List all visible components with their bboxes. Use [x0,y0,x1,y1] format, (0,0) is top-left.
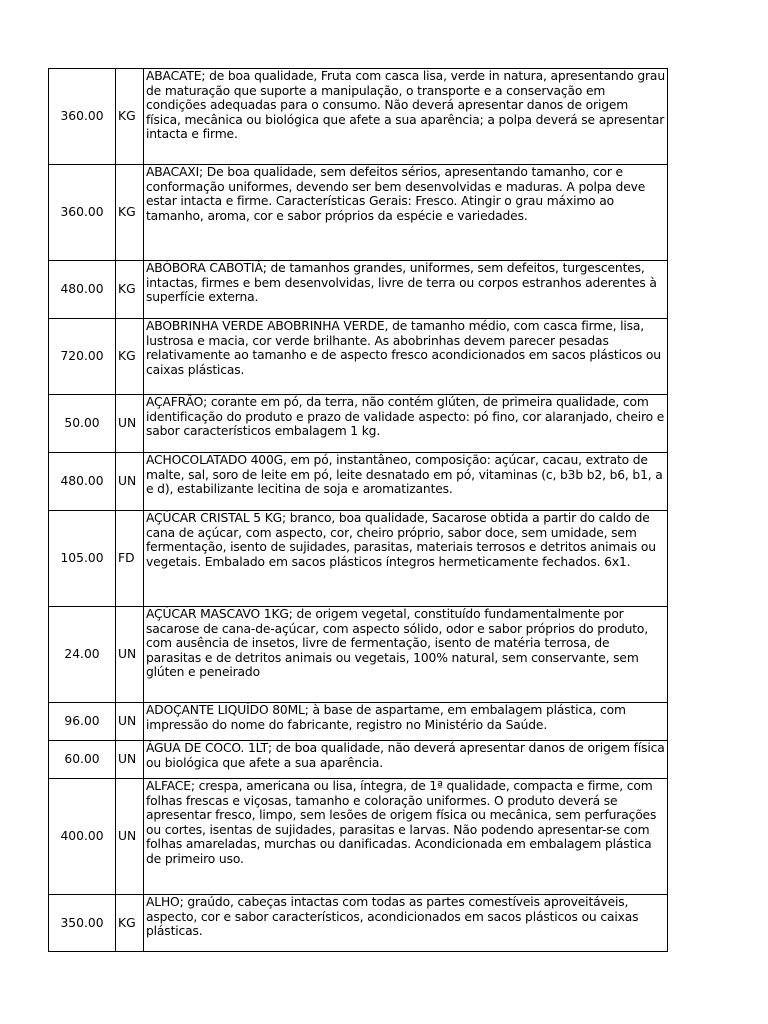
quantity-cell: 480.00 [49,261,116,319]
description-text: AÇÚCAR CRISTAL 5 KG; branco, boa qualidade, Sacarose obtida a partir do caldo de cana de açúcar, com aspecto, cor, cheiro próprio, sabor doce, sem umidade, sem fermentação, isento de sujidades, parasitas, materiais terrosos e detritos animais ou vegetais. Embalado em sacos plásticos íntegros hermeticamente fechados. 6x1. [146,511,656,569]
unit-cell: KG [116,69,144,165]
unit-cell: UN [116,453,144,511]
description-text: ALFACE; crespa, americana ou lisa, íntegra, de 1ª qualidade, compacta e firme, com folhas frescas e viçosas, tamanho e coloração uniformes. O produto deverá se apresentar fresco, limpo, sem lesões de origem física ou mecânica, sem perfurações ou cortes, isentas de sujidades, parasitas e larvas. Não podendo apresentar-se com folhas amareladas, murchas ou danificadas. Acondicionada em embalagem plástica de primeiro uso. [146,779,657,866]
description-text: AÇAFRÃO; corante em pó, da terra, não contém glúten, de primeira qualidade, com identificação do produto e prazo de validade aspecto: pó fino, cor alaranjado, cheiro e sabor característicos embalagem 1 kg. [146,395,665,439]
description-cell [144,453,668,511]
quantity-cell: 24.00 [49,607,116,703]
unit-cell: UN [116,703,144,741]
quantity-cell: 60.00 [49,741,116,779]
table-row [49,703,668,741]
description-cell [144,165,668,261]
description-cell [144,511,668,607]
quantity-cell: 480.00 [49,453,116,511]
description-cell [144,779,668,895]
table-row [49,895,668,952]
description-text: ADOÇANTE LIQUÍDO 80ML; à base de aspartame, em embalagem plástica, com impressão do nome do fabricante, registro no Ministério da Saúde. [146,703,626,732]
description-cell [144,261,668,319]
description-text: ALHO; graúdo, cabeças intactas com todas as partes comestíveis aproveitáveis, aspecto, cor e sabor característicos, acondicionados em sacos plásticos ou caixas plásticas. [146,895,639,939]
description-cell [144,69,668,165]
items-table-body [49,69,668,952]
description-cell [144,319,668,395]
unit-cell: KG [116,319,144,395]
unit-cell: UN [116,779,144,895]
table-row [49,779,668,895]
description-text: ÁGUA DE COCO. 1LT; de boa qualidade, não deverá apresentar danos de origem física ou biológica que afete a sua aparência. [146,741,665,770]
quantity-cell: 360.00 [49,165,116,261]
table-row [49,69,668,165]
quantity-cell: 400.00 [49,779,116,895]
unit-cell: KG [116,895,144,952]
table-row [49,165,668,261]
quantity-cell: 105.00 [49,511,116,607]
quantity-cell: 96.00 [49,703,116,741]
unit-cell: UN [116,741,144,779]
description-cell [144,741,668,779]
table-row [49,741,668,779]
unit-cell: UN [116,395,144,453]
table-row [49,511,668,607]
table-row [49,395,668,453]
description-cell [144,895,668,952]
description-cell [144,703,668,741]
description-text: ABACAXI; De boa qualidade, sem defeitos sérios, apresentando tamanho, cor e conformação uniformes, devendo ser bem desenvolvidas e maduras. A polpa deve estar intacta e firme. Características Gerais: Fresco. Atingir o grau máximo ao tamanho, aroma, cor e sabor próprios da espécie e variedades. [146,165,646,223]
unit-cell: UN [116,607,144,703]
quantity-cell: 360.00 [49,69,116,165]
items-table [48,68,668,952]
description-text: ABACATE; de boa qualidade, Fruta com casca lisa, verde in natura, apresentando grau de maturação que suporte a manipulação, o transporte e a conservação em condições adequadas para o consumo. Não deverá apresentar danos de origem física, mecânica ou biológica que afete a sua aparência; a polpa deverá se apresentar intacta e firme. [146,69,665,142]
description-text: ACHOCOLATADO 400G, em pó, instantâneo, composição: açúcar, cacau, extrato de malte, sal, soro de leite em pó, leite desnatado em pó, vitaminas (c, b3b b2, b6, b1, a e d), estabilizante lecitina de soja e aromatizantes. [146,453,663,497]
description-text: ABÓBORA CABOTIÁ; de tamanhos grandes, uniformes, sem defeitos, turgescentes, intactas, firmes e bem desenvolvidas, livre de terra ou corpos estranhos aderentes à superfície externa. [146,261,657,305]
unit-cell: FD [116,511,144,607]
table-row [49,607,668,703]
quantity-cell: 350.00 [49,895,116,952]
unit-cell: KG [116,261,144,319]
quantity-cell: 720.00 [49,319,116,395]
table-row [49,453,668,511]
unit-cell: KG [116,165,144,261]
description-cell [144,607,668,703]
description-text: ABOBRINHA VERDE ABOBRINHA VERDE, de tamanho médio, com casca firme, lisa, lustrosa e macia, cor verde brilhante. As abobrinhas devem parecer pesadas relativamente ao tamanho e de aspecto fresco acondicionados em sacos plásticos ou caixas plásticas. [146,319,661,377]
table-row [49,319,668,395]
table-row [49,261,668,319]
description-text: AÇÚCAR MASCAVO 1KG; de origem vegetal, constituído fundamentalmente por sacarose de cana-de-açúcar, com aspecto sólido, odor e sabor próprios do produto, com ausência de insetos, livre de fermentação, isento de matéria terrosa, de parasitas e de detritos animais ou vegetais, 100% natural, sem conservante, sem glúten e peneirado [146,607,649,680]
quantity-cell: 50.00 [49,395,116,453]
description-cell [144,395,668,453]
